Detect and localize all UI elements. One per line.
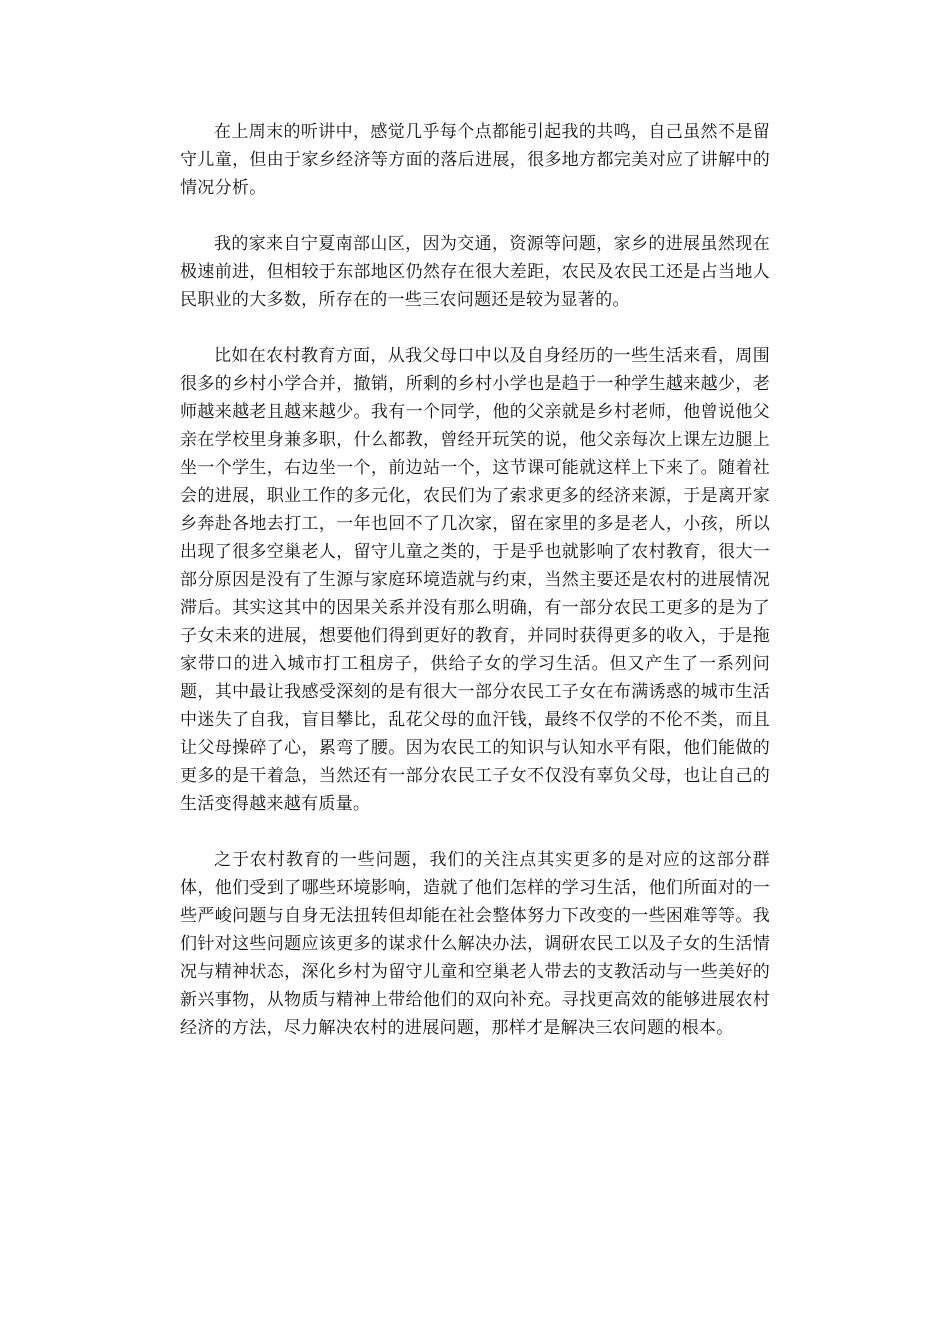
document-body bbox=[180, 118, 770, 1070]
paragraph-4: 之于农村教育的一些问题，我们的关注点其实更多的是对应的这部分群体，他们受到了哪些环境影响，造就了他们怎样的学习生活，他们所面对的一些严峻问题与自身无法扭转但却能在社会整体努力下改变的一些困难等等。我们针对这些问题应该更多的谋求什么解决办法，调研农民工以及子女的生活情况与精神状态，深化乡村为留守儿童和空巢老人带去的支教活动与一些美好的新兴事物，从物质与精神上带给他们的双向补充。寻找更高效的能够进展农村经济的方法，尽力解决农村的进展问题，那样才是解决三农问题的根本。 bbox=[180, 850, 770, 1038]
paragraph-2: 我的家来自宁夏南部山区，因为交通，资源等问题，家乡的进展虽然现在极速前进，但相较于东部地区仍然存在很大差距，农民及农民工还是占当地人民职业的大多数，所存在的一些三农问题还是较为显著的。 bbox=[180, 234, 770, 310]
paragraph-1: 在上周末的听讲中，感觉几乎每个点都能引起我的共鸣，自己虽然不是留守儿童，但由于家乡经济等方面的落后进展，很多地方都完美对应了讲解中的情况分析。 bbox=[180, 122, 770, 198]
paragraph-3: 比如在农村教育方面，从我父母口中以及自身经历的一些生活来看，周围很多的乡村小学合并，撤销，所剩的乡村小学也是趋于一种学生越来越少，老师越来越老且越来越少。我有一个同学，他的父亲就是乡村老师，他曾说他父亲在学校里身兼多职，什么都教，曾经开玩笑的说，他父亲每次上课左边腿上坐一个学生，右边坐一个，前边站一个，这节课可能就这样上下来了。随着社会的进展，职业工作的多元化，农民们为了索求更多的经济来源，于是离开家乡奔赴各地去打工，一年也回不了几次家，留在家里的多是老人，小孩，所以出现了很多空巢老人，留守儿童之类的，于是乎也就影响了农村教育，很大一部分原因是没有了生源与家庭环境造就与约束，当然主要还是农村的进展情况滞后。其实这其中的因果关系并没有那么明确，有一部分农民工更多的是为了子女未来的进展，想要他们得到更好的教育，并同时获得更多的收入，于是拖家带口的进入城市打工租房子，供给子女的学习生活。但又产生了一系列问题，其中最让我感受深刻的是有很大一部分农民工子女在布满诱惑的城市生活中迷失了自我，盲目攀比，乱花父母的血汗钱，最终不仅学的不伦不类，而且让父母操碎了心，累弯了腰。因为农民工的知识与认知水平有限，他们能做的更多的是干着急，当然还有一部分农民工子女不仅没有辜负父母，也让自己的生活变得越来越有质量。 bbox=[180, 346, 770, 814]
